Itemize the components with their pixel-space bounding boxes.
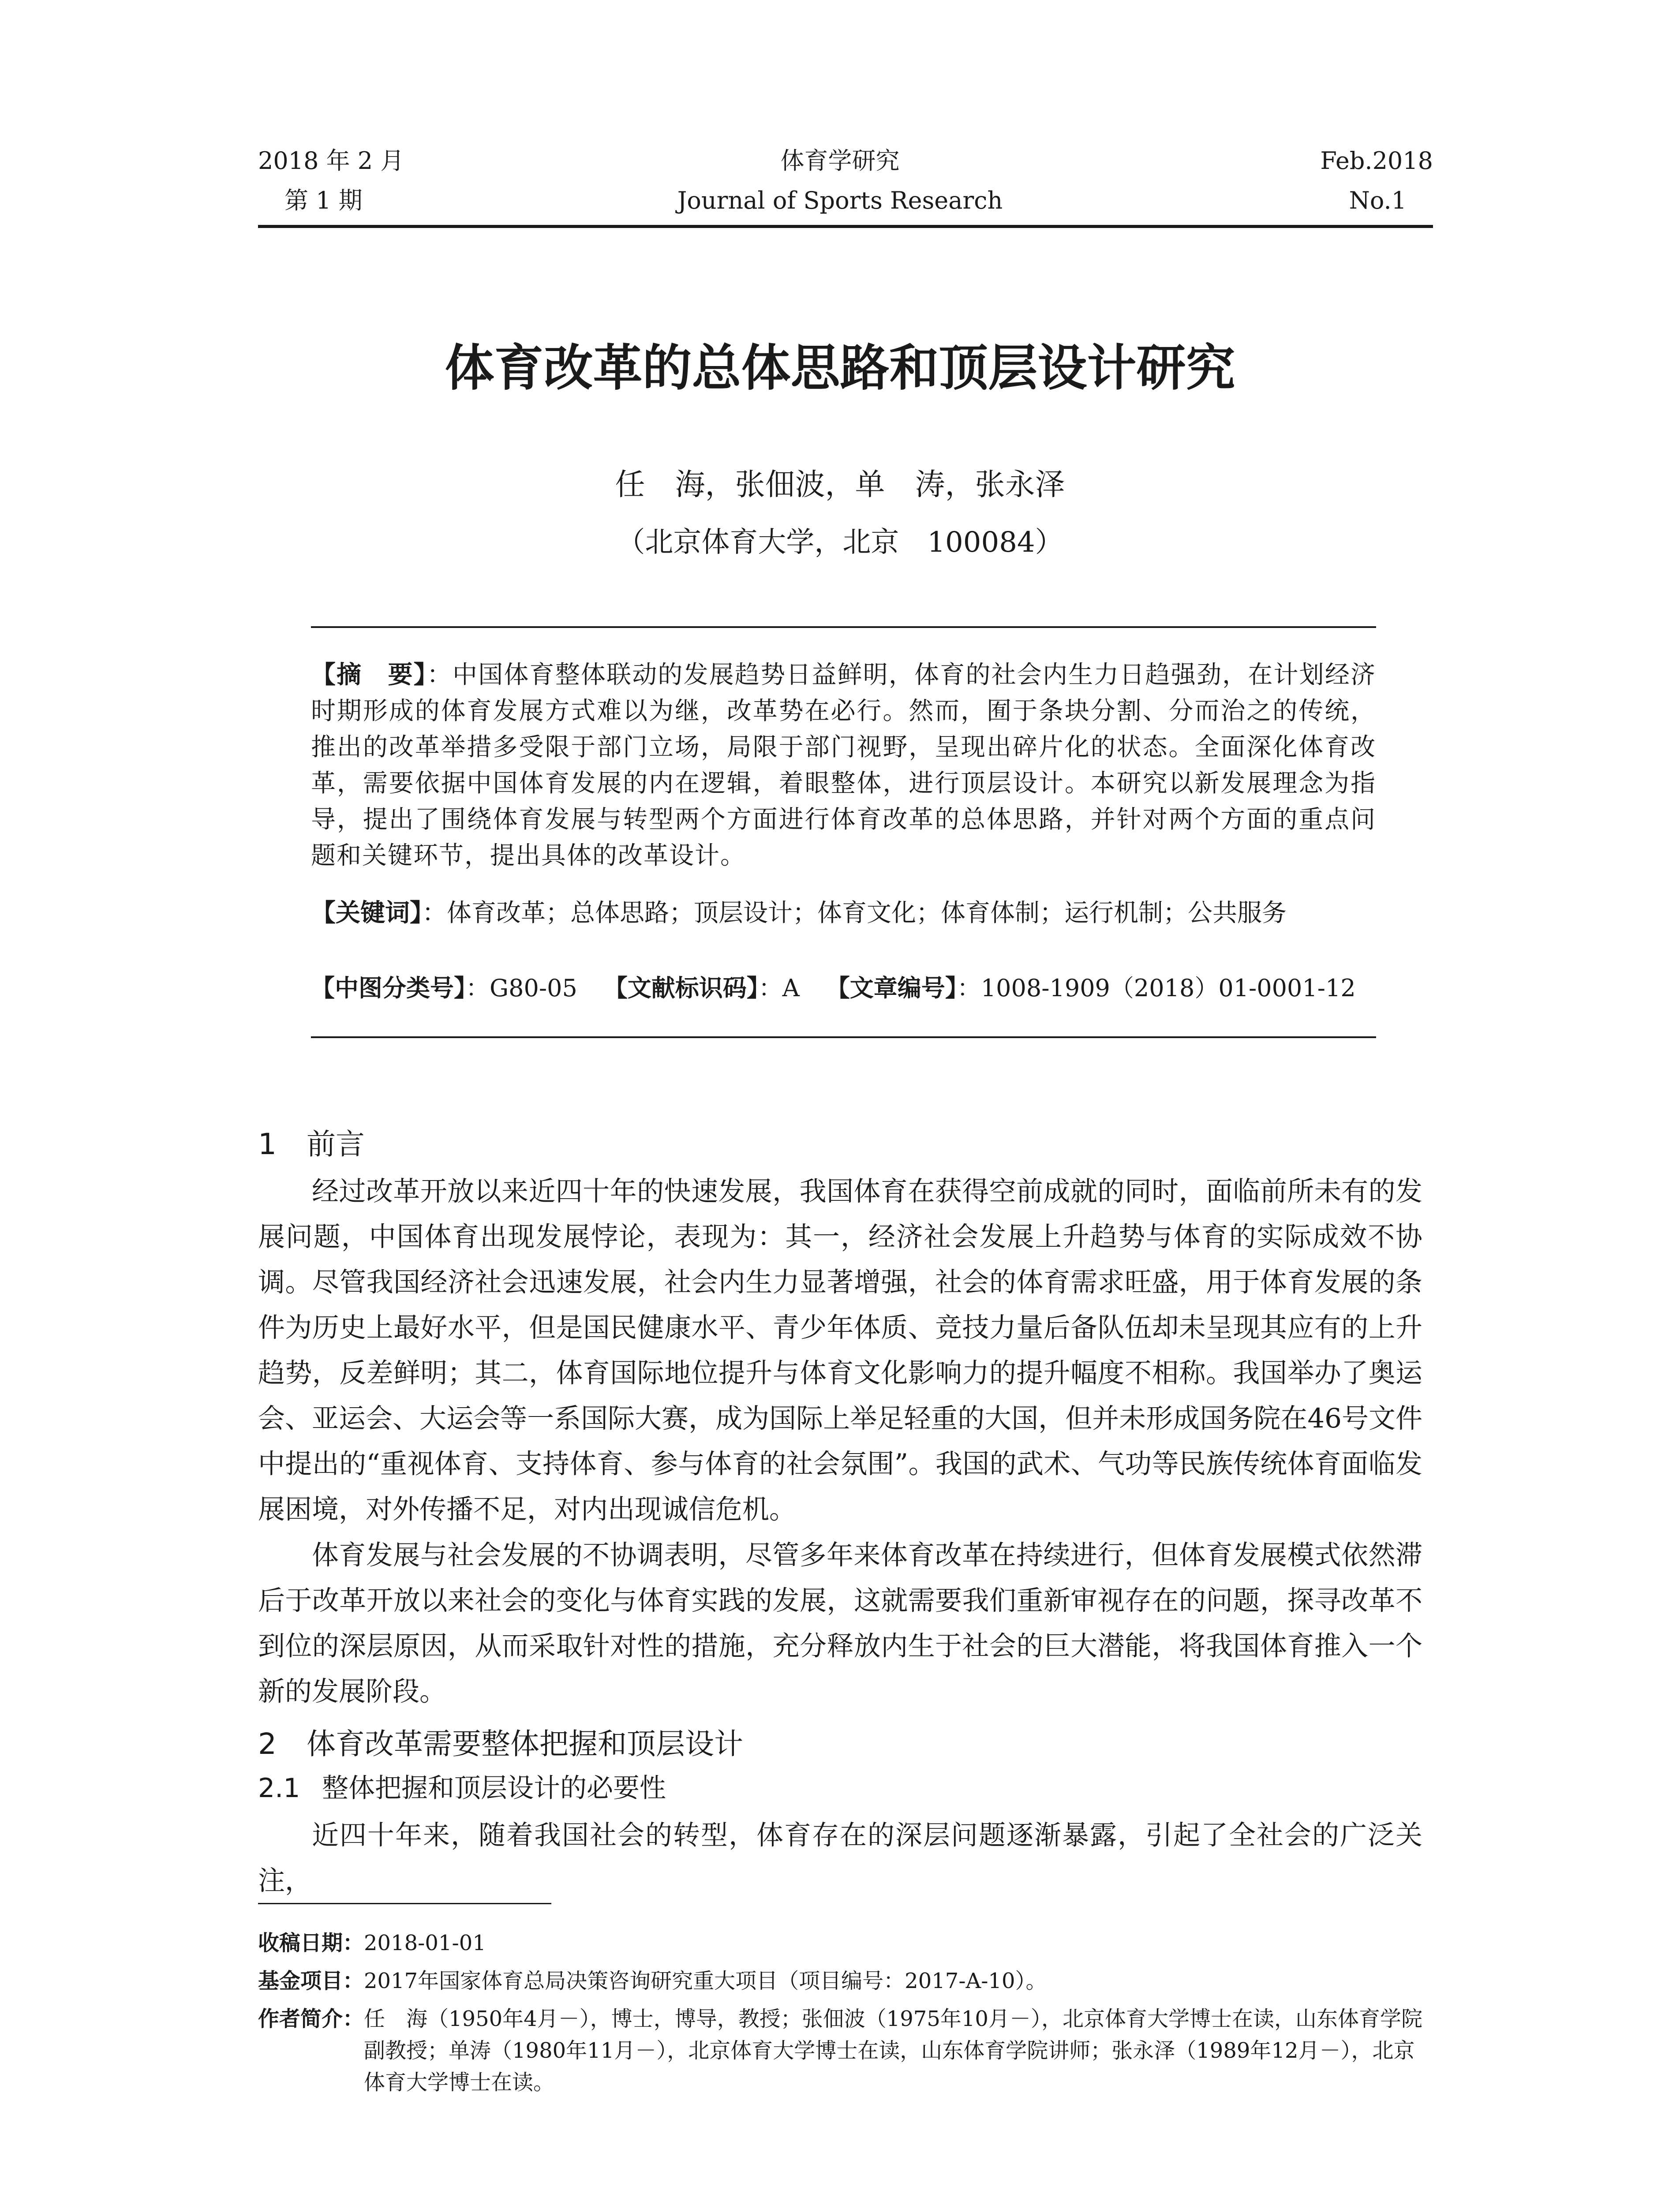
author-value: 任 海（1950年4月－），博士，博导，教授；张佃波（1975年10月－），北京体育大学博士在读，山东体育学院副教授；单涛（1980年11月－），北京体育大学博士在读，山东体育学院讲师；张永泽（1989年12月－），北京体育大学博士在读。	[364, 2007, 1422, 2095]
authors: 任 海，张佃波，单 涛，张永泽	[615, 467, 1065, 502]
doc-code-label: 【文献标识码】	[603, 974, 759, 1002]
affiliation: （北京体育大学，北京 100084）	[617, 526, 1063, 559]
header-journal-cn: 体育学研究	[780, 147, 900, 175]
author-bio	[258, 2003, 1422, 2098]
received-label: 收稿日期：	[258, 1931, 364, 1955]
abstract-text: ：中国体育整体联动的发展趋势日益鲜明，体育的社会内生力日趋强劲，在计划经济时期形成的体育发展方式难以为继，改革势在必行。然而，囿于条块分割、分而治之的传统，推出的改革举措多受限于部门立场，局限于部门视野，呈现出碎片化的状态。全面深化体育改革，需要依据中国体育发展的内在逻辑，着眼整体，进行顶层设计。本研究以新发展理念为指导，提出了围绕体育发展与转型两个方面进行体育改革的总体思路，并针对两个方面的重点问题和关键环节，提出具体的改革设计。	[311, 661, 1377, 870]
fund-value: 2017年国家体育总局决策咨询研究重大项目（项目编号：2017-A-10）。	[364, 1969, 1047, 1993]
doc-code-value: ：A	[758, 974, 800, 1002]
keywords-label: 【关键词】	[311, 899, 422, 927]
fund-label: 基金项目：	[258, 1969, 364, 1993]
abstract-label: 【摘 要】	[311, 661, 427, 689]
section-2-heading	[258, 1722, 743, 1766]
article-number-value: ：1008-1909（2018）01-0001-12	[957, 974, 1356, 1002]
section-1-heading	[258, 1122, 365, 1166]
header-issue: 第 1 期	[284, 187, 363, 214]
header-issue-en: No.1	[1349, 187, 1407, 214]
section-2-title: 体育改革需要整体把握和顶层设计	[307, 1727, 743, 1761]
section-2-1-title: 整体把握和顶层设计的必要性	[322, 1773, 666, 1804]
footnote-rule	[258, 1903, 551, 1904]
abstract-bottom-rule	[311, 1036, 1376, 1038]
article-title: 体育改革的总体思路和顶层设计研究	[445, 340, 1235, 397]
section-2-1-number: 2.1	[258, 1773, 300, 1804]
header-rule	[258, 225, 1433, 228]
header-date: 2018 年 2 月	[258, 147, 404, 175]
section-1-number: 1	[258, 1127, 277, 1161]
header-journal-en: Journal of Sports Research	[677, 187, 1003, 214]
footnotes	[258, 1927, 1422, 2098]
section-2-1-heading	[258, 1766, 666, 1810]
paragraph-2: 体育发展与社会发展的不协调表明，尽管多年来体育改革在持续进行，但体育发展模式依然滞后于改革开放以来社会的变化与体育实践的发展，这就需要我们重新审视存在的问题，探寻改革不到位的深层原因，从而采取针对性的措施，充分释放内生于社会的巨大潜能，将我国体育推入一个新的发展阶段。	[258, 1540, 1422, 1707]
received-date	[258, 1927, 1422, 1959]
header-date-en: Feb.2018	[1320, 147, 1433, 175]
classification-line	[311, 970, 1376, 1006]
article-number-label: 【文章编号】	[826, 974, 957, 1002]
fund-project	[258, 1965, 1422, 1997]
keywords-text: ：体育改革；总体思路；顶层设计；体育文化；体育体制；运行机制；公共服务	[422, 899, 1287, 927]
section-2-number: 2	[258, 1727, 277, 1761]
abstract-top-rule	[311, 626, 1376, 628]
author-label: 作者简介：	[258, 2007, 364, 2031]
paragraph-1: 经过改革开放以来近四十年的快速发展，我国体育在获得空前成就的同时，面临前所未有的发展问题，中国体育出现发展悖论，表现为：其一，经济社会发展上升趋势与体育的实际成效不协调。尽管我国经济社会迅速发展，社会内生力显著增强，社会的体育需求旺盛，用于体育发展的条件为历史上最好水平，但是国民健康水平、青少年体质、竞技力量后备队伍却未呈现其应有的上升趋势，反差鲜明；其二，体育国际地位提升与体育文化影响力的提升幅度不相称。我国举办了奥运会、亚运会、大运会等一系国际大赛，成为国际上举足轻重的大国，但并未形成国务院在46号文件中提出的“重视体育、支持体育、参与体育的社会氛围”。我国的武术、气功等民族传统体育面临发展困境，对外传播不足，对内出现诚信危机。	[258, 1176, 1422, 1525]
received-value: 2018-01-01	[364, 1931, 486, 1955]
clc-value: ：G80-05	[466, 974, 577, 1002]
clc-label: 【中图分类号】	[311, 974, 466, 1002]
section-1-title: 前言	[307, 1127, 365, 1161]
keywords	[311, 895, 1376, 931]
paragraph-3: 近四十年来，随着我国社会的转型，体育存在的深层问题逐渐暴露，引起了全社会的广泛关注，	[258, 1820, 1422, 1896]
abstract	[311, 657, 1376, 874]
